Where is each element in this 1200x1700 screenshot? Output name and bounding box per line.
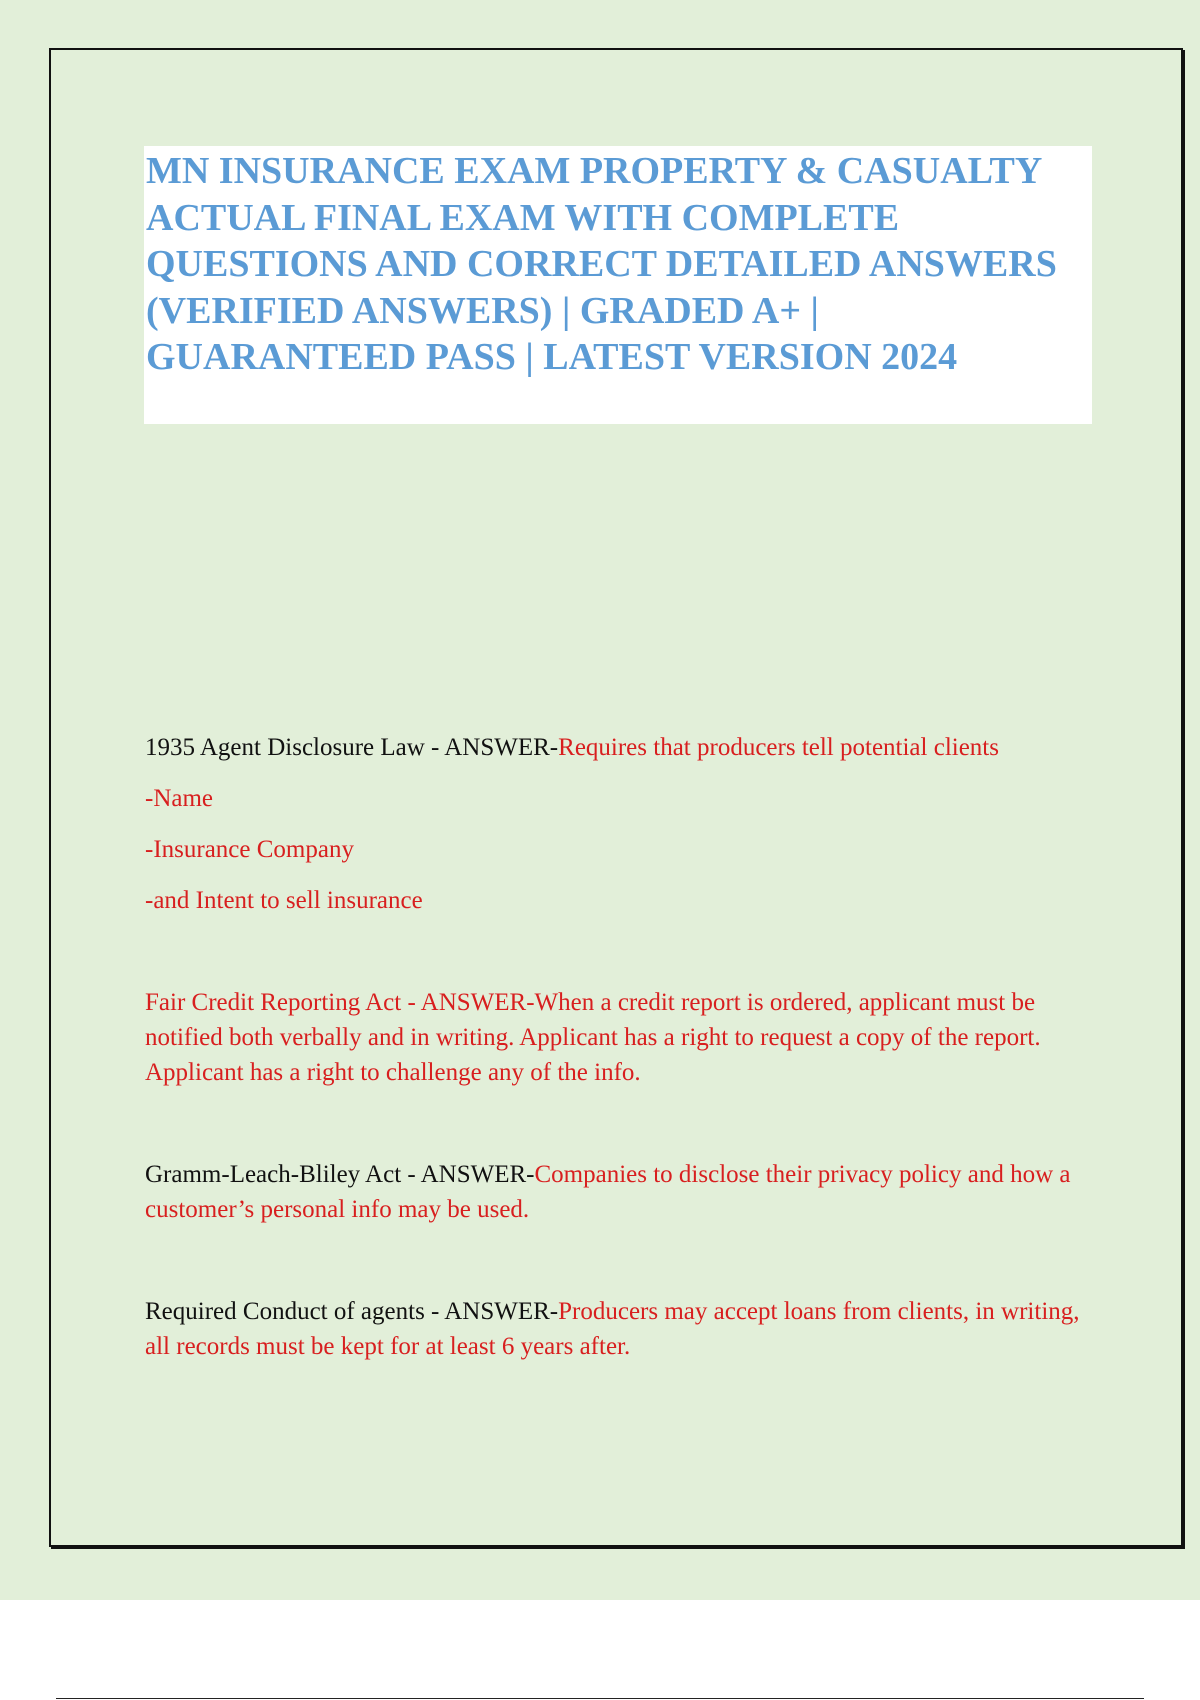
qa-term: Required Conduct of agents - ANSWER- xyxy=(145,1298,559,1325)
qa-answer: When a credit report is ordered, applicant must be notified both verbally and in writing. Applicant has a right to request a copy of the report. Applicant has a right to challenge any of the info. xyxy=(145,989,1041,1086)
qa-content xyxy=(145,730,1085,1364)
list-item: -Insurance Company xyxy=(145,836,354,863)
qa-entry-agent-disclosure xyxy=(145,730,1085,765)
qa-entry-gramm-leach-bliley xyxy=(145,1157,1085,1227)
qa-answer: Requires that producers tell potential clients xyxy=(558,734,999,761)
qa-entry-required-conduct xyxy=(145,1294,1085,1364)
document-title: MN INSURANCE EXAM PROPERTY & CASUALTY ACTUAL FINAL EXAM WITH COMPLETE QUESTIONS AND CORRECT DETAILED ANSWERS (VERIFIED ANSWERS) | GRADED A+ | GUARANTEED PASS | LATEST VERSION 2024 xyxy=(146,150,1057,378)
qa-term: Fair Credit Reporting Act - ANSWER- xyxy=(145,989,535,1016)
footer-rule xyxy=(56,1698,1144,1699)
qa-answer: Producers may accept loans from clients, in writing, all records must be kept for at least 6 years after. xyxy=(145,1298,1080,1360)
qa-answer: Companies to disclose their privacy policy and how a customer’s personal info may be used. xyxy=(145,1161,1071,1223)
qa-term: Gramm-Leach-Bliley Act - ANSWER- xyxy=(145,1161,535,1188)
list-item: -Name xyxy=(145,785,214,812)
qa-entry-fair-credit xyxy=(145,985,1085,1090)
qa-term: 1935 Agent Disclosure Law - ANSWER- xyxy=(145,734,559,761)
list-item: -and Intent to sell insurance xyxy=(145,887,423,914)
title-box xyxy=(144,146,1092,424)
